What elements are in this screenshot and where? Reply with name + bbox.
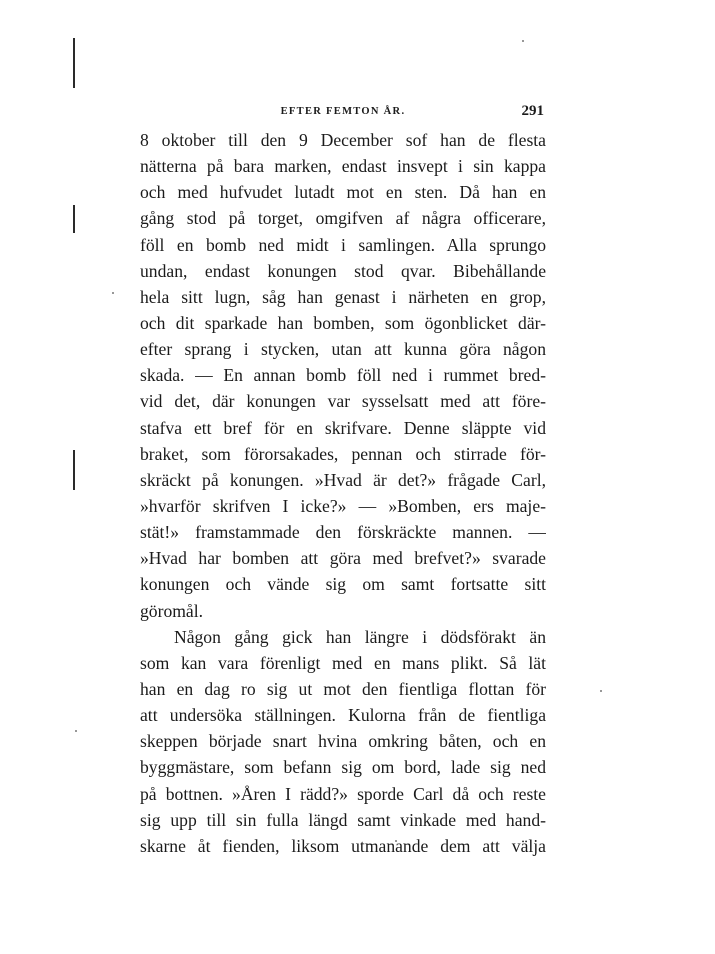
text-line: hela sitt lugn, såg han genast i närheten en grop, (140, 286, 546, 307)
text-line: skada. — En annan bomb föll ned i rummet bred- (140, 365, 546, 386)
text-line: Någon gång gick han längre i dödsförakt än (174, 626, 546, 647)
text-line: vid det, där konungen var sysselsatt med att före- (140, 391, 546, 412)
text-line: skarne åt fienden, liksom utmanande dem att välja (140, 835, 546, 856)
text-line: nätterna på bara marken, endast insvept i sin kappa (140, 156, 546, 177)
text-line: braket, som förorsakades, pennan och stirrade för- (140, 443, 546, 464)
text-line: och dit sparkade han bomben, som ögonblicket där- (140, 312, 546, 333)
text-line: stafva ett bref för en skrifvare. Denne släppte vid (140, 417, 546, 438)
scan-speck (75, 730, 77, 732)
text-line: göromål. (140, 600, 204, 621)
scan-speck (600, 690, 602, 692)
text-line: konungen och vände sig om samt fortsatte sitt (140, 574, 546, 595)
running-title: EFTER FEMTON ÅR. (280, 106, 406, 117)
text-line: 8 oktober till den 9 December sof han de flesta (140, 130, 546, 150)
text-line: gång stod på torget, omgifven af några officerare, (140, 208, 546, 229)
scan-edge-mark (73, 450, 75, 490)
text-line: »hvarför skrifven I icke?» — »Bomben, ers maje- (140, 495, 546, 516)
text-line: undan, endast konungen stod qvar. Bibehållande (140, 260, 546, 281)
text-line: på bottnen. »Åren I rädd?» sporde Carl då och reste (140, 783, 546, 804)
text-line: att undersöka ställningen. Kulorna från de fientliga (140, 705, 546, 726)
text-line: »Hvad har bomben att göra med brefvet?» svarade (140, 548, 546, 569)
scan-edge-mark (73, 38, 75, 88)
scan-speck (112, 292, 114, 294)
text-line: skeppen började snart hvina omkring båten, och en (140, 731, 546, 752)
text-line: sig upp till sin fulla längd samt vinkade med hand- (140, 809, 546, 830)
page-number: 291 (521, 103, 544, 119)
text-line: byggmästare, som befann sig om bord, lade sig ned (140, 757, 546, 778)
body-text (140, 127, 546, 859)
scan-speck (522, 40, 524, 42)
scan-edge-mark (73, 205, 75, 233)
text-line: föll en bomb ned midt i samlingen. Alla sprungo (140, 234, 546, 255)
text-line: han en dag ro sig ut mot den fientliga flottan för (140, 678, 546, 699)
text-line: efter sprang i stycken, utan att kunna göra någon (140, 339, 546, 360)
text-line: som kan vara förenligt med en mans plikt. Så lät (140, 652, 546, 673)
text-line: och med hufvudet lutadt mot en sten. Då han en (140, 182, 546, 203)
text-line: skräckt på konungen. »Hvad är det?» frågade Carl, (140, 469, 546, 490)
text-line: stät!» framstammade den förskräckte mannen. — (140, 522, 546, 543)
page-header (140, 103, 546, 123)
